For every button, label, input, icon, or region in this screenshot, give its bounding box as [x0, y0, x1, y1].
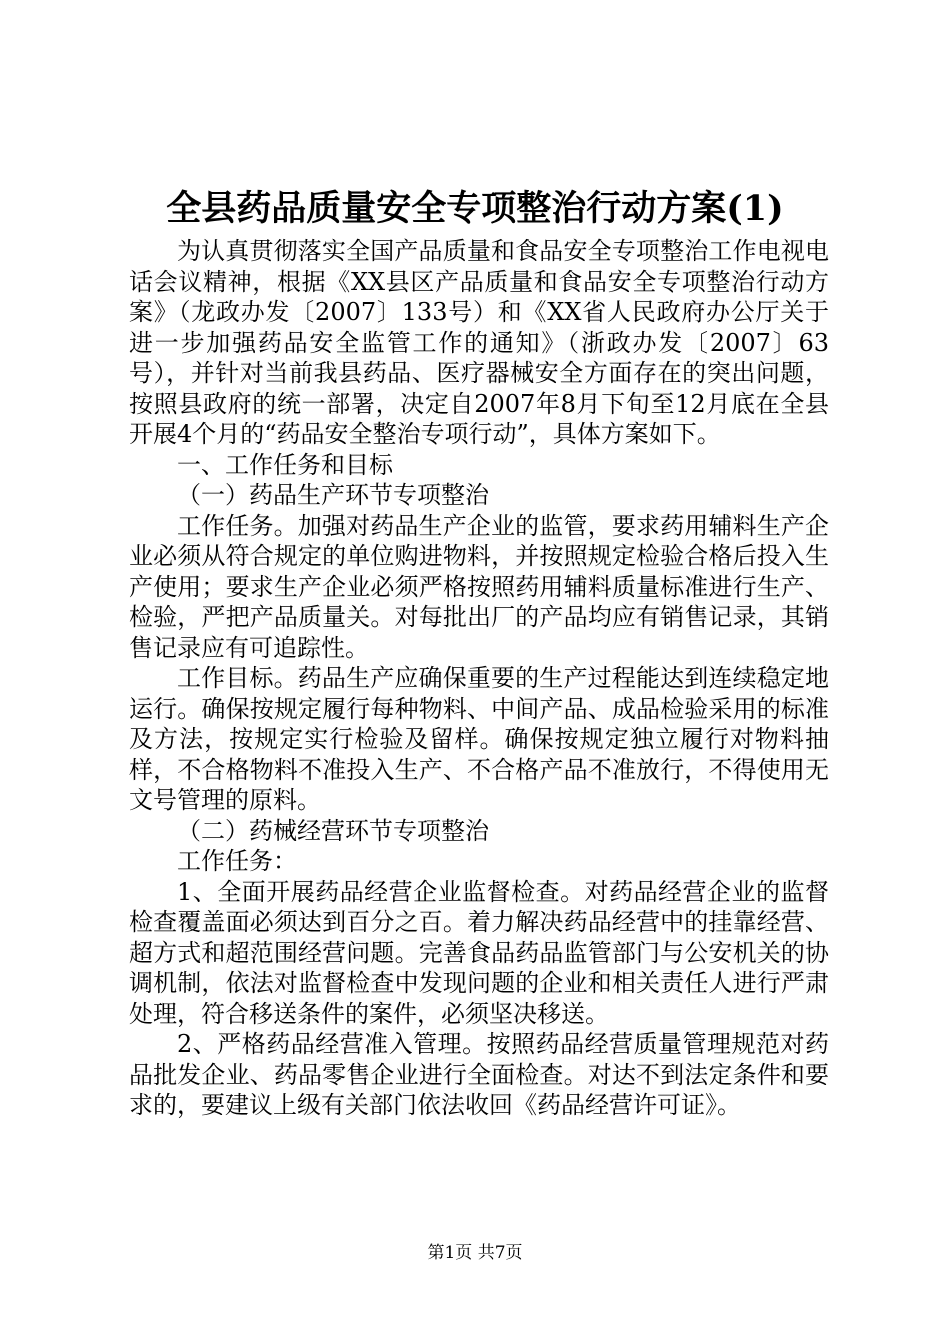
paragraph-production-tasks: 工作任务。加强对药品生产企业的监管，要求药用辅料生产企业必须从符合规定的单位购进物料，并按照规定检验合格后投入生产使用；要求生产企业必须严格按照药用辅料质量标准进行生产、检验，严把产品质量关。对每批出厂的产品均应有销售记录，其销售记录应有可追踪性。 [129, 511, 829, 662]
paragraph-intro: 为认真贯彻落实全国产品质量和食品安全专项整治工作电视电话会议精神，根据《XX县区产品质量和食品安全专项整治行动方案》（龙政办发〔2007〕133号）和《XX省人民政府办公厅关于进一步加强药品安全监管工作的通知》（浙政办发〔2007〕63号），并针对当前我县药品、医疗器械安全方面存在的突出问题，按照县政府的统一部署，决定自2007年8月下旬至12月底在全县开展4个月的“药品安全整治专项行动”，具体方案如下。 [129, 237, 829, 448]
subsection-heading-2: （二）药械经营环节专项整治 [177, 816, 489, 845]
section-heading-1: 一、工作任务和目标 [177, 450, 393, 479]
document-body [129, 236, 829, 1121]
paragraph-item-2: 2、严格药品经营准入管理。按照药品经营质量管理规范对药品批发企业、药品零售企业进行全面检查。对达不到法定条件和要求的，要建议上级有关部门依法收回《药品经营许可证》。 [129, 1030, 829, 1119]
subsection-heading-1: （一）药品生产环节专项整治 [177, 481, 489, 509]
page-footer: 第1页 共7页 [427, 1243, 523, 1263]
paragraph-production-goals: 工作目标。药品生产应确保重要的生产过程能达到连续稳定地运行。确保按规定履行每种物料、中间产品、成品检验采用的标准及方法，按规定实行检验及留样。确保按规定独立履行对物料抽样，不合格物料不准投入生产、不合格产品不准放行，不得使用无文号管理的原料。 [129, 664, 829, 814]
label-work-tasks: 工作任务： [177, 847, 297, 875]
document-title: 全县药品质量安全专项整治行动方案(1) [166, 188, 784, 229]
paragraph-item-1: 1、全面开展药品经营企业监督检查。对药品经营企业的监督检查覆盖面必须达到百分之百。着力解决药品经营中的挂靠经营、超方式和超范围经营问题。完善食品药品监管部门与公安机关的协调机制，依法对监督检查中发现问题的企业和相关责任人进行严肃处理，符合移送条件的案件，必须坚决移送。 [129, 877, 829, 1028]
